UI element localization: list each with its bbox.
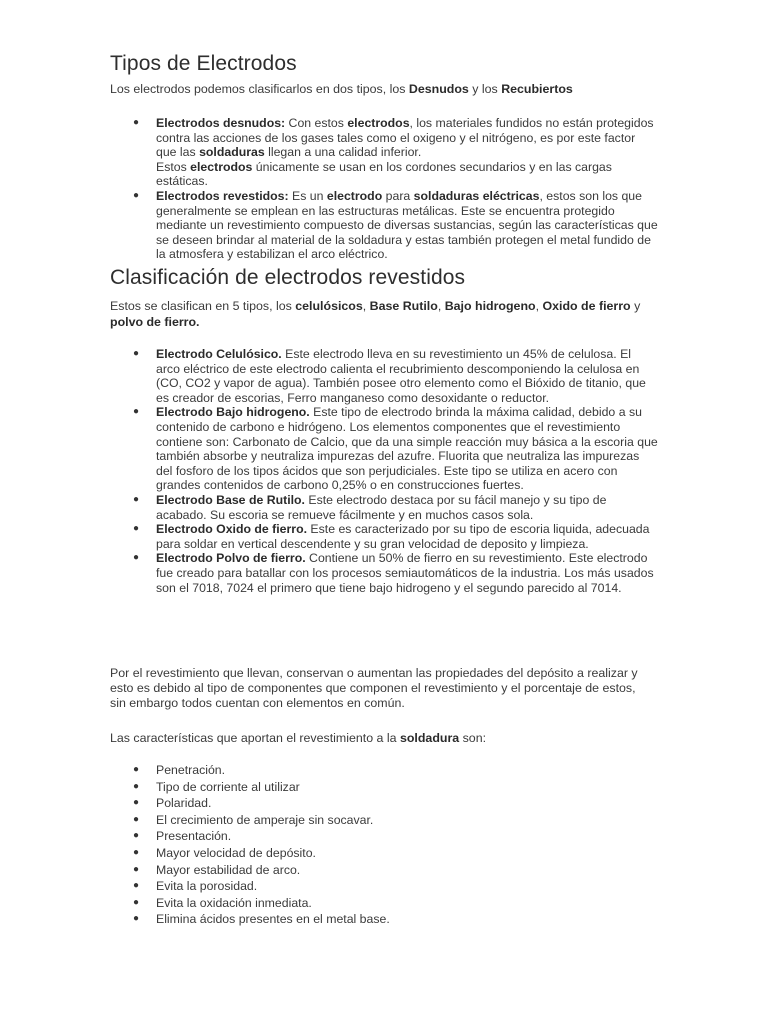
bullet-icon: ● — [133, 780, 140, 792]
text-segment: Este electrodo destaca por su fácil manejo y su tipo de acabado. Su escoria se remueve fácilmente y en muchos casos sola. — [156, 492, 607, 522]
list-item-caracteristica — [110, 895, 658, 912]
list-item-electrodo-oxido-fierro — [110, 522, 658, 551]
bold-text: Electrodos desnudos: — [156, 116, 286, 130]
heading-clasificacion: Clasificación de electrodos revestidos — [110, 266, 466, 289]
list-item-caracteristica — [110, 862, 658, 879]
bullet-icon: ● — [133, 406, 140, 418]
bullet-icon: ● — [133, 863, 140, 875]
text-segment: , estos son los que generalmente se emplean en las estructuras metálicas. Este se encuentra protegido mediante un revestimiento compuesto de diversas sustancias, según las características que se deseen brindar al material de la soldadura y estas también protegen el metal fundido de la atmosfera y estabilizan el arco eléctrico. — [156, 188, 658, 262]
text-segment: Este tipo de electrodo brinda la máxima calidad, debido a su contenido de carbono e hidrógeno. Los elementos componentes que el revestimiento contiene son: Carbonato de Calcio, que da una simple reacción muy básica a la escoria que también absorbe y neutraliza impurezas del azufre. Fluorita que neutraliza las impurezas del fosforo de los tipos ácidos que son perjudiciales. Este tipo se utiliza en acero con grandes contenidos de carbono 0,25% o en construcciones fuertes. — [156, 405, 658, 493]
list-item-caracteristica — [110, 779, 658, 796]
text-segment: Este electrodo lleva en su revestimiento un 45% de celulosa. El arco eléctrico de este electrodo calienta el recubrimiento descomponiendo la celulosa en (CO, CO2 y vapor de agua). También posee otro elemento como el Bióxido de titanio, que es creador de escorias, Ferro manganeso como desoxidante o reductor. — [156, 347, 646, 405]
text-segment: son: — [459, 731, 487, 745]
text-segment: para — [382, 188, 414, 203]
bullet-icon: ● — [133, 523, 140, 535]
bold-text: Electrodo Oxido de fierro. — [156, 522, 308, 537]
text-segment: , — [535, 299, 543, 313]
bullet-icon: ● — [133, 880, 140, 892]
list-item-caracteristica — [110, 762, 658, 779]
list-item-text: El crecimiento de amperaje sin socavar. — [156, 812, 374, 827]
bold-text: Electrodos revestidos: — [156, 188, 289, 203]
list-item-caracteristica — [110, 795, 658, 812]
paragraph-revestimiento: Por el revestimiento que llevan, conservan o aumentan las propiedades del depósito a realizar y esto es debido al tipo de componentes que componen el revestimiento y el porcentaje de estos, sin embargo todos cuentan con elementos en común. — [110, 666, 638, 710]
text-segment: Este es caracterizado por su tipo de escoria liquida, adecuada para soldar en vertical descendente y su gran velocidad de deposito y limpieza. — [156, 522, 650, 551]
bullet-icon: ● — [133, 813, 140, 825]
intro-paragraph-clasificacion — [110, 298, 650, 330]
text-segment: , los materiales fundidos no están protegidos contra las acciones de los gases tales como el oxigeno y el nitrógeno, es por este factor que las — [156, 116, 654, 160]
bold-text: Base Rutilo — [369, 299, 438, 313]
list-tipos-electrodos — [110, 116, 658, 262]
intro-paragraph-tipos — [110, 82, 573, 97]
list-item-electrodo-bajo-hidrogeno — [110, 405, 658, 493]
bullet-icon: ● — [133, 493, 140, 505]
list-item-text: Evita la oxidación inmediata. — [156, 895, 312, 910]
bullet-icon: ● — [133, 348, 140, 359]
bold-text: polvo de fierro. — [110, 315, 200, 329]
text-segment: y los — [468, 82, 502, 96]
list-item-caracteristica — [110, 911, 658, 928]
text-segment: , — [362, 299, 370, 313]
list-item-electrodo-celulosico — [110, 347, 658, 405]
text-segment: llegan a una calidad inferior. — [264, 145, 422, 160]
list-item-electrodo-base-rutilo — [110, 493, 658, 522]
text-segment: Estos — [156, 159, 191, 174]
bold-text: electrodos — [347, 116, 410, 130]
text-segment: y — [630, 299, 641, 313]
list-item-caracteristica — [110, 812, 658, 829]
bold-text: Electrodo Base de Rutilo. — [156, 492, 305, 507]
list-item-electrodo-polvo-fierro — [110, 551, 658, 595]
list-item-text: Penetración. — [156, 763, 226, 777]
bullet-icon: ● — [133, 846, 140, 858]
list-item-caracteristica — [110, 878, 658, 895]
intro-paragraph-caracteristicas — [110, 731, 486, 746]
bold-text: Oxido de fierro — [542, 299, 631, 313]
bold-text: electrodos — [190, 159, 253, 174]
bold-text: Bajo hidrogeno — [444, 299, 536, 313]
text-segment: únicamente se usan en los cordones secundarios y en las cargas estáticas. — [156, 159, 612, 189]
bullet-icon: ● — [133, 552, 140, 564]
bold-text: Electrodo Bajo hidrogeno. — [156, 405, 310, 420]
list-item-text: Polaridad. — [156, 796, 212, 811]
bold-text: soldadura — [399, 731, 460, 745]
text-segment: Las características que aportan el revestimiento a la — [110, 731, 400, 745]
bold-text: Desnudos — [408, 82, 469, 96]
bullet-icon: ● — [133, 913, 140, 925]
heading-tipos-de-electrodos: Tipos de Electrodos — [110, 52, 297, 75]
list-item-text: Evita la porosidad. — [156, 879, 258, 894]
text-segment: Es un — [288, 188, 327, 203]
bullet-icon: ● — [133, 117, 140, 128]
list-item-text: Elimina ácidos presentes en el metal base. — [156, 912, 390, 927]
bold-text: Electrodo Celulósico. — [156, 347, 282, 361]
list-item-caracteristica — [110, 828, 658, 845]
text-segment: , — [437, 299, 445, 313]
text-segment: Con estos — [285, 116, 348, 130]
list-item-electrodos-desnudos — [110, 116, 658, 189]
list-item-caracteristica — [110, 845, 658, 862]
list-item-text: Mayor estabilidad de arco. — [156, 862, 301, 877]
bold-text: Electrodo Polvo de fierro. — [156, 551, 306, 566]
bold-text: soldaduras eléctricas — [413, 188, 540, 203]
bold-text: soldaduras — [199, 145, 265, 160]
bullet-icon: ● — [133, 896, 140, 908]
bold-text: electrodo — [326, 188, 383, 203]
list-item-electrodos-revestidos — [110, 189, 658, 262]
text-segment: Estos se clasifican en 5 tipos, los — [110, 299, 296, 313]
bold-text: celulósicos — [295, 299, 363, 313]
list-item-text: Tipo de corriente al utilizar — [156, 779, 300, 794]
text-segment: Los electrodos podemos clasificarlos en dos tipos, los — [110, 82, 409, 96]
list-caracteristicas — [110, 762, 658, 928]
bullet-icon: ● — [133, 189, 140, 201]
bullet-icon: ● — [133, 764, 140, 775]
list-electrodos-revestidos — [110, 347, 658, 595]
text-segment: Contiene un 50% de fierro en su revestimiento. Este electrodo fue creado para batallar con los procesos semiautomáticos de la industria. Los más usados son el 7018, 7024 el primero que tiene bajo hidrogeno y el segundo parecido al 7014. — [156, 551, 654, 595]
bullet-icon: ● — [133, 830, 140, 842]
list-item-text: Mayor velocidad de depósito. — [156, 845, 316, 860]
list-item-text: Presentación. — [156, 829, 232, 844]
bold-text: Recubiertos — [501, 82, 573, 96]
bullet-icon: ● — [133, 797, 140, 809]
